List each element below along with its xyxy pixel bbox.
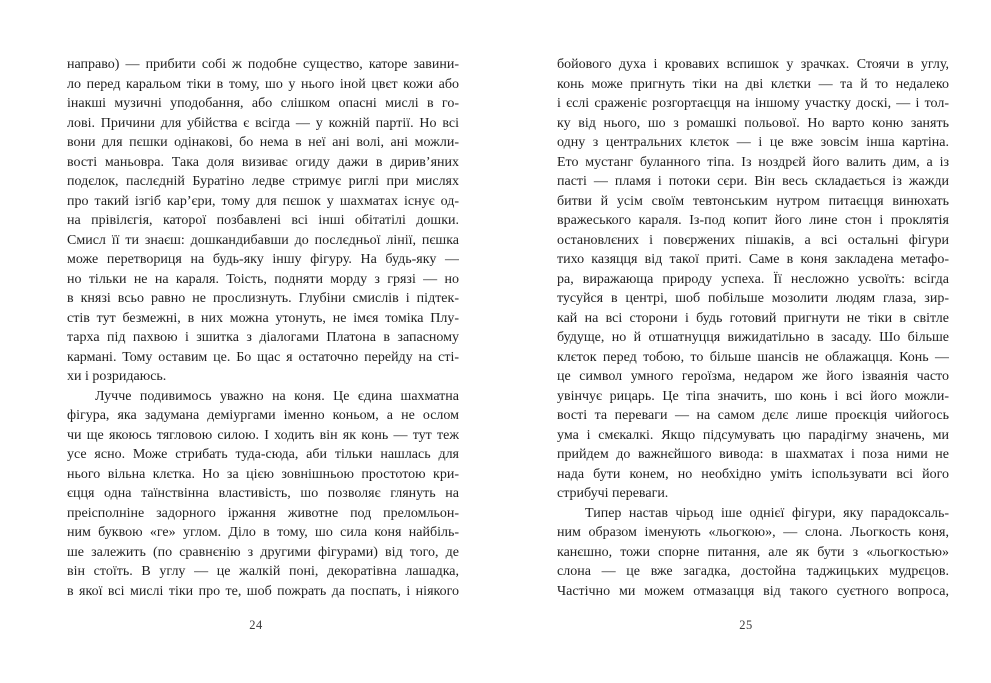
text-line: тарха під пахвою і зшитка з діалогами Платона в запасному bbox=[67, 330, 459, 345]
text-line: кай на всі сторони і будь готовий пригнути не тіки в світле bbox=[557, 310, 949, 326]
text-line: хи і розридаюсь. bbox=[67, 369, 167, 384]
text-line: прийдем до важнєйшого вивода: в шахматах і поза ними не bbox=[557, 447, 949, 462]
text-line: одну з центральних клєток — і це вже зовсім інша картіна. bbox=[557, 135, 949, 150]
text-line: це символ умного героїзма, недаром же його ізваянія часто bbox=[557, 369, 949, 384]
text-line: нього вільна клєтка. Но за цією зовнішньою простотою кри- bbox=[67, 466, 459, 482]
text-line: Частічно ми можем отмазацця від такого суєтного вопроса, bbox=[557, 583, 949, 599]
page-text bbox=[67, 55, 459, 601]
text-line: лові. Причини для убійства є всігда — у кожній партії. Но всі bbox=[67, 115, 459, 131]
text-line: вражеського караля. Із-под копит його лине стон і проклятія bbox=[557, 213, 949, 228]
text-line: подєлок, паслєдній Буратіно ледве стримує риглі при мислях bbox=[67, 174, 459, 189]
text-line: направо) — прибити собі ж подобне существо, каторе завини- bbox=[67, 57, 459, 72]
text-line: клєток перед тобою, то більше шансів не облажацця. Конь — bbox=[557, 349, 949, 365]
text-line: будуще, но й отшатнуцця вижидатільно в засаду. Шо більше bbox=[557, 330, 949, 345]
text-line: Типер настав чірьод іше однієї фігури, яку парадоксаль- bbox=[585, 505, 949, 521]
text-line: фігура, яка задумана деміургами іменно коньом, а не ослом bbox=[67, 408, 459, 423]
text-line: єцця одна таїнствінна властивість, шо позволяє глянуть на bbox=[67, 486, 459, 501]
text-line: ку від нього, шо з ромашкі польової. Но варто коню занять bbox=[557, 115, 949, 131]
text-line: ним образом іменують «льогкою», — слона. Льогкость коня, bbox=[557, 525, 949, 540]
text-line: вони для пєшки одінакові, бо нема в неї ані волі, ані можли- bbox=[67, 135, 459, 150]
text-line: про такий ізгіб кар’єри, тому для пєшок у шахматах існує од- bbox=[67, 193, 459, 209]
text-line: може перетвориця на будь-яку іншу фігуру. На будь-яку — bbox=[67, 252, 459, 267]
text-line: він стоїть. В углу — це жалкій поні, декоратівна лашадка, bbox=[67, 564, 459, 579]
page-number: 25 bbox=[739, 618, 753, 632]
page-left bbox=[67, 55, 459, 655]
page-number: 24 bbox=[249, 618, 263, 632]
text-line: ло перед каральом тіки в тому, шо у нього іной цвєт кожи або bbox=[67, 76, 459, 92]
text-line: бойового духа і кровавих вспишок у зрачках. Стоячи в углу, bbox=[557, 57, 949, 72]
text-line: ним буквою «ге» углом. Діло в тому, шо сила коня найбіль- bbox=[67, 525, 459, 540]
text-line: інакші музичні уподобання, або слішком опасні мислі в го- bbox=[67, 96, 459, 111]
text-line: стрибучі переваги. bbox=[557, 486, 669, 501]
text-line: в якої всі мислі тіки про те, шоб пожрать да поспать, і ніякого bbox=[67, 583, 459, 599]
text-line: Смисл її ти знаєш: дошкандибавши до послєдньої лінії, пєшка bbox=[67, 232, 459, 248]
page-right bbox=[557, 55, 949, 655]
text-line: і єслі сраженіє розгортаєцця на іншому участку доскі, — і тол- bbox=[557, 96, 949, 111]
text-line: тусуйся в центрі, шоб побільше мозолити людям глаза, зир- bbox=[557, 291, 949, 306]
text-line: но тільки не на караля. Тоість, подняти морду з грязі — но bbox=[67, 271, 459, 287]
text-line: стів тут безмежні, в них можна утонуть, не імєя томіка Плу- bbox=[67, 310, 459, 326]
text-line: остановлєних і повєржених пішаків, а всі остальні фігури bbox=[557, 232, 949, 248]
text-line: нада бути конем, но необхідно уміть іспользувати всі його bbox=[557, 466, 949, 482]
text-line: пасті — пламя і потоки сєри. Він весь складається із жажди bbox=[557, 174, 949, 189]
text-line: Лучче подивимось уважно на коня. Це єдина шахматна bbox=[95, 388, 459, 404]
text-line: канєшно, тожи спорне питання, але як бути з «льогкостью» bbox=[557, 544, 949, 560]
text-line: тихо казяцця від такої приті. Саме в коня закладена метафо- bbox=[557, 252, 949, 267]
text-line: ума і смєкалкі. Якщо підсумувать цю парадігму значень, ми bbox=[557, 427, 949, 443]
text-line: битви й усім своїм тевтонським нутром питаєцця винюхать bbox=[557, 193, 949, 209]
text-line: усе ясно. Може стрибать туда-сюда, аби тільки нашлась для bbox=[67, 447, 459, 462]
text-line: слона — це вже загадка, достойна таджицьких мудрєцов. bbox=[557, 564, 949, 579]
text-line: ра, виражающа природу успеха. Її несложно усвоїть: всігда bbox=[557, 271, 949, 287]
text-line: на прівілєгія, каторої позбавлені всі інші обітатілі дошки. bbox=[67, 213, 459, 228]
text-line: ше залежить (по сравнєнію з другими фігурами) від того, де bbox=[67, 544, 459, 560]
text-line: увінчує рицарь. Це тіпа значить, шо конь і всі його можли- bbox=[557, 388, 949, 404]
text-line: в князі всьо равно не прослизнуть. Глубіни смислів і підтек- bbox=[67, 291, 459, 306]
text-line: вості та переваги — на самом дєлє лише проєкція чийогось bbox=[557, 408, 949, 423]
text-line: конь може пригнуть тіки на дві клєтки — та й то недалеко bbox=[557, 76, 949, 92]
text-line: Ето мустанг буланного тіпа. Із ноздрєй його валить дим, а із bbox=[557, 154, 949, 170]
text-line: чи ще якоюсь тягловою силою. І ходить він як конь — тут теж bbox=[67, 427, 459, 443]
text-line: вості маньовра. Така доля визиває огиду дажи в дирив’яних bbox=[67, 154, 459, 170]
text-line: кармані. Тому оставим це. Бо щас я остаточно перейду на сті- bbox=[67, 349, 459, 365]
text-line: преісполніне задорного іржання животне под преломльон- bbox=[67, 505, 459, 521]
page-text bbox=[557, 55, 949, 601]
